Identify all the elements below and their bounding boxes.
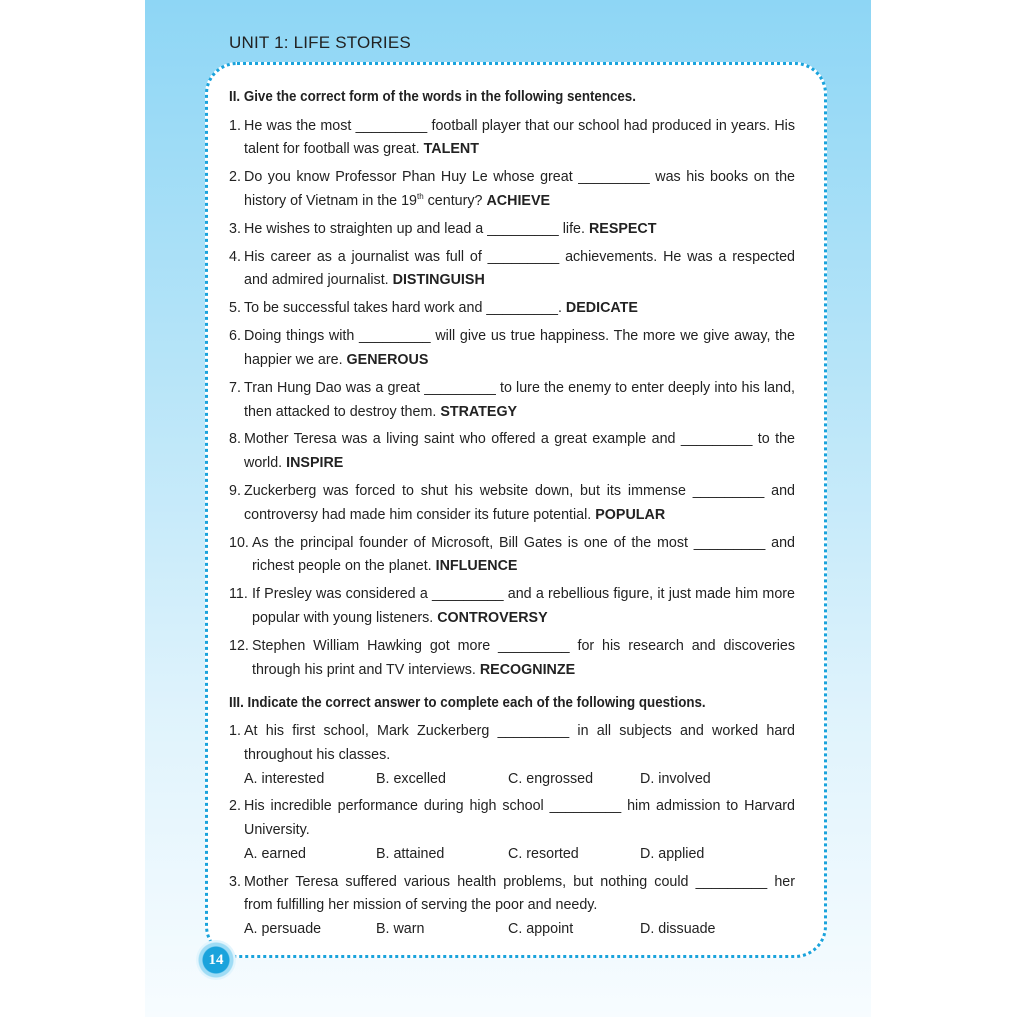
- item-number: 7.: [229, 379, 241, 396]
- item-text: [252, 635, 795, 682]
- section-3-list: [229, 720, 795, 942]
- item-number: 3.: [229, 220, 241, 237]
- keyword: DEDICATE: [565, 300, 638, 317]
- sentence-text: Tran Hung Dao was a great _________ to lure the enemy to enter deeply into his land, then attacked to destroy them.: [244, 379, 795, 420]
- question-item: [229, 720, 795, 767]
- list-item: [229, 166, 795, 213]
- keyword: DISTINGUISH: [392, 272, 485, 289]
- answer-option: C. resorted: [508, 845, 579, 862]
- item-text: [244, 428, 795, 475]
- sentence-text: Do you know Professor Phan Huy Le whose great _________ was his books on the history of Vietnam in the 19: [244, 169, 795, 209]
- keyword: GENEROUS: [346, 351, 429, 368]
- list-item: [229, 218, 795, 242]
- sentence-text: He wishes to straighten up and lead a _________ life.: [244, 220, 585, 237]
- question-item: [229, 795, 795, 842]
- list-item: [229, 583, 795, 630]
- page-number: 14: [208, 951, 224, 968]
- question-text: Mother Teresa suffered various health problems, but nothing could _________ her from fulfilling her mission of serving the poor and needy.: [244, 873, 795, 914]
- answer-option: A. interested: [244, 770, 325, 787]
- item-text: [244, 115, 795, 162]
- keyword: CONTROVERSY: [437, 609, 548, 626]
- page-number-badge: [196, 940, 236, 980]
- keyword: INFLUENCE: [435, 558, 518, 575]
- question-item: [229, 871, 795, 918]
- answer-option: A. earned: [244, 845, 306, 862]
- keyword: POPULAR: [595, 506, 666, 523]
- item-number: 1.: [229, 722, 241, 739]
- list-item: [229, 480, 795, 527]
- item-text: [244, 377, 795, 424]
- sentence-text: Doing things with _________ will give us true happiness. The more we give away, the happier we are.: [244, 328, 795, 368]
- item-number: 5.: [229, 300, 241, 317]
- sentence-text: Zuckerberg was forced to shut his website down, but its immense _________ and controversy had made him consider its future potential.: [244, 483, 795, 523]
- item-text: [244, 297, 795, 321]
- keyword: RECOGNINZE: [479, 661, 576, 678]
- unit-title: UNIT 1: LIFE STORIES: [229, 33, 411, 52]
- item-text: [244, 218, 795, 242]
- keyword: RESPECT: [588, 220, 657, 237]
- keyword: STRATEGY: [440, 403, 518, 420]
- sentence-text: If Presley was considered a _________ and a rebellious figure, it just made him more popular with young listeners.: [252, 586, 795, 626]
- item-number: 10.: [229, 534, 249, 551]
- answer-option: D. involved: [640, 770, 711, 787]
- sentence-text: Mother Teresa was a living saint who offered a great example and _________ to the world.: [244, 431, 795, 472]
- sentence-text: As the principal founder of Microsoft, Bill Gates is one of the most _________ and richest people on the planet.: [252, 534, 795, 575]
- item-number: 12.: [229, 637, 249, 654]
- item-text: [244, 325, 795, 372]
- sentence-text: Stephen William Hawking got more _________ for his research and discoveries through his print and TV interviews.: [252, 637, 795, 678]
- list-item: [229, 325, 795, 372]
- section-2-list: [229, 115, 795, 683]
- list-item: [229, 428, 795, 475]
- item-number: 11.: [229, 586, 248, 603]
- superscript: th: [417, 192, 424, 202]
- question-text: At his first school, Mark Zuckerberg _________ in all subjects and worked hard throughout his classes.: [244, 722, 795, 763]
- answer-options: [244, 768, 795, 792]
- item-number: 4.: [229, 248, 241, 265]
- section-3-heading: III. Indicate the correct answer to complete each of the following questions.: [229, 695, 706, 712]
- item-number: 1.: [229, 117, 241, 134]
- answer-option: C. engrossed: [508, 770, 594, 787]
- answer-option: C. appoint: [508, 921, 574, 938]
- item-number: 9.: [229, 483, 241, 500]
- answer-options: [244, 918, 795, 942]
- item-number: 3.: [229, 873, 241, 890]
- list-item: [229, 377, 795, 424]
- item-text: [244, 480, 795, 527]
- item-text: [244, 246, 795, 293]
- item-number: 2.: [229, 169, 241, 186]
- item-text: [244, 166, 795, 213]
- answer-option: B. excelled: [376, 770, 446, 787]
- item-number: 2.: [229, 798, 241, 815]
- answer-option: A. persuade: [244, 921, 322, 938]
- item-number: 8.: [229, 431, 241, 448]
- answer-option: B. attained: [376, 845, 445, 862]
- keyword: INSPIRE: [286, 455, 344, 472]
- list-item: [229, 297, 795, 321]
- sentence-text: His career as a journalist was full of _________ achievements. He was a respected and admired journalist.: [244, 248, 795, 289]
- answer-option: D. applied: [640, 845, 705, 862]
- keyword: ACHIEVE: [486, 193, 551, 209]
- list-item: [229, 532, 795, 579]
- answer-option: B. warn: [376, 921, 425, 938]
- section-2-heading: II. Give the correct form of the words in the following sentences.: [229, 89, 636, 105]
- list-item: [229, 115, 795, 162]
- item-number: 6.: [229, 328, 241, 345]
- answer-options: [244, 843, 795, 867]
- sentence-text-after: century?: [423, 193, 483, 209]
- item-text: [252, 583, 795, 630]
- exercise-content: [229, 86, 795, 946]
- answer-option: D. dissuade: [640, 921, 716, 938]
- question-text: His incredible performance during high school _________ him admission to Harvard University.: [244, 798, 795, 838]
- sentence-text: He was the most _________ football player that our school had produced in years. His talent for football was great.: [244, 117, 795, 158]
- item-text: [252, 532, 795, 579]
- list-item: [229, 635, 795, 682]
- keyword: TALENT: [423, 141, 479, 158]
- list-item: [229, 246, 795, 293]
- sentence-text: To be successful takes hard work and _________.: [244, 300, 562, 317]
